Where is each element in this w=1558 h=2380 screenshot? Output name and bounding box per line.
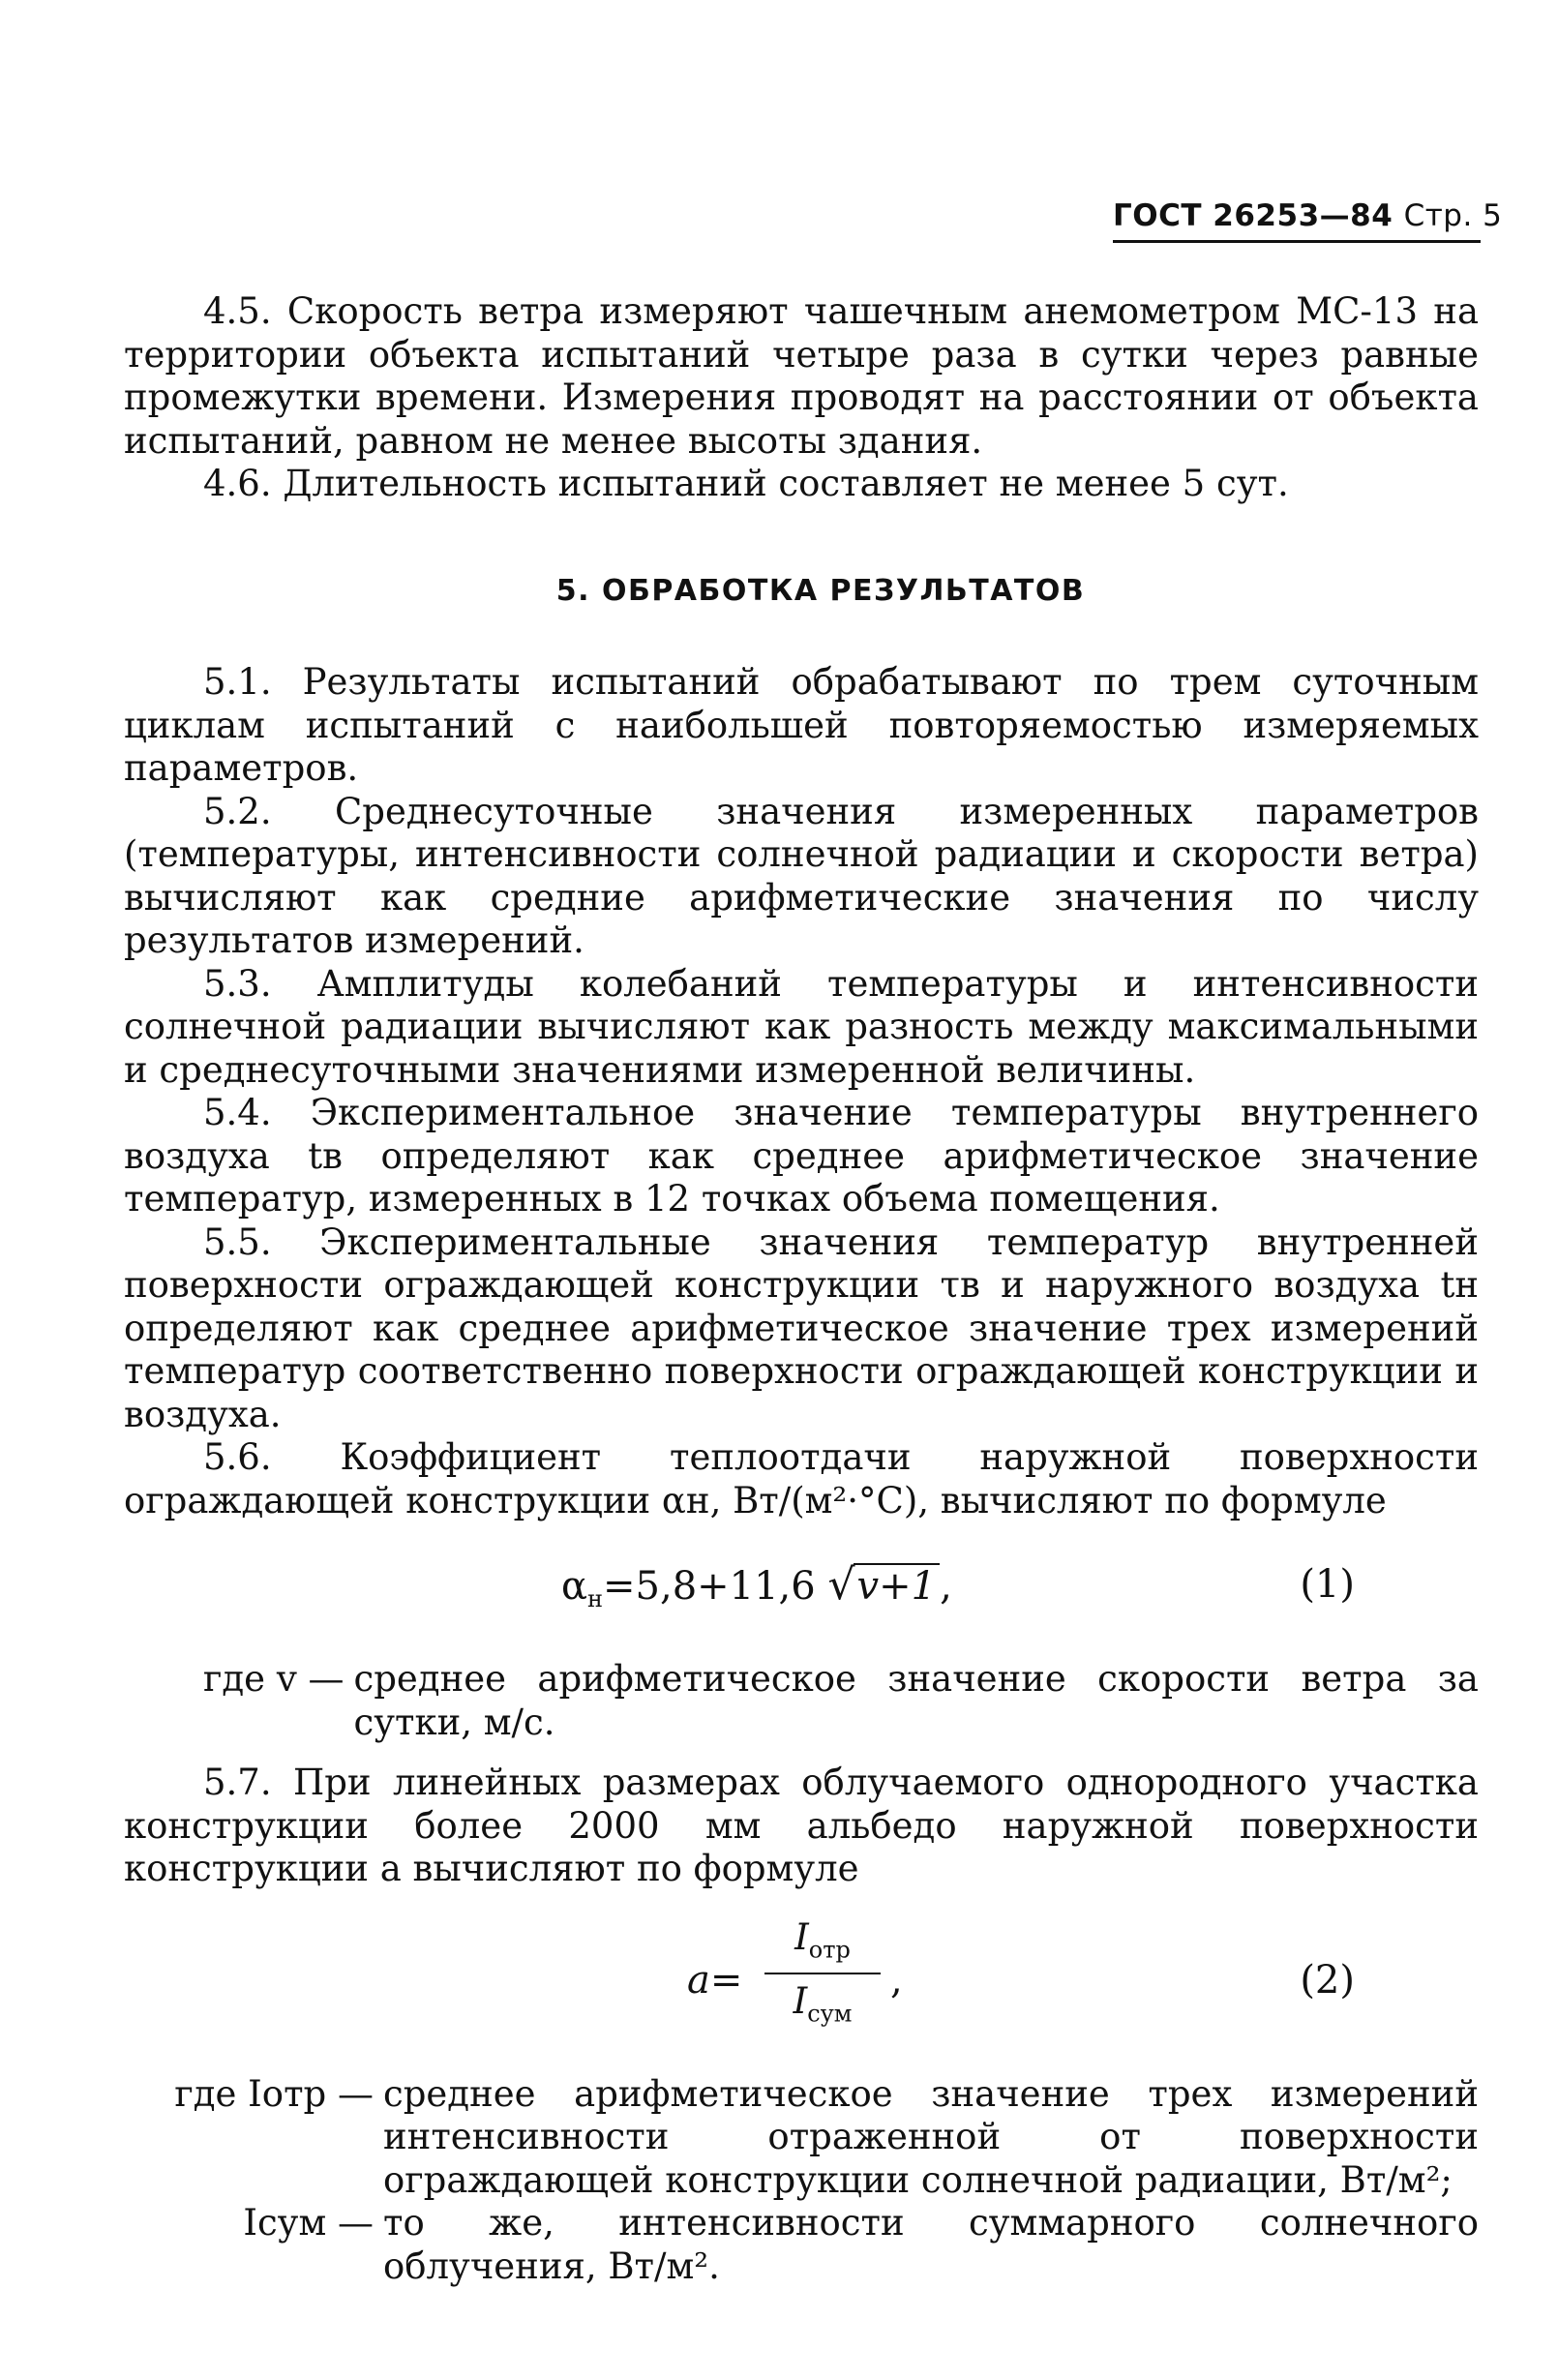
denominator-sub: сум xyxy=(807,1999,853,2027)
header-rule xyxy=(1113,240,1481,243)
paragraph-5-4: 5.4. Экспериментальное значение температуры внутреннего воздуха tв определяют как среднее арифметическое значение температур, измеренных в 12 точках объема помещения. xyxy=(124,1092,1479,1220)
header-page-number: Стр. 5 xyxy=(1403,198,1503,233)
formula-1-expression xyxy=(561,1560,952,1621)
fraction-denominator xyxy=(764,1980,881,2035)
formula-1-lhs: α xyxy=(561,1564,588,1609)
equation-number-2: (2) xyxy=(1300,1957,1355,2003)
fraction-numerator xyxy=(764,1916,881,1969)
formula-1-rhs: =5,8+11,6 xyxy=(603,1564,816,1609)
numerator-symbol: I xyxy=(794,1915,809,1958)
formula-2-lhs: a= xyxy=(687,1957,743,2003)
fraction-line xyxy=(764,1973,881,1974)
formula-2-fraction xyxy=(764,1916,881,2035)
formula-1-lhs-sub: н xyxy=(587,1585,604,1612)
section-title: 5. ОБРАБОТКА РЕЗУЛЬТАТОВ xyxy=(555,573,1086,608)
where-definition-iotr: среднее арифметическое значение трех измерений интенсивности отраженной от поверхности ограждающей конструкции солнечной радиации, Вт/м²; xyxy=(383,2072,1479,2201)
numerator-sub: отр xyxy=(808,1935,851,1963)
paragraph-5-2: 5.2. Среднесуточные значения измеренных параметров (температуры, интенсивности солнечной радиации и скорости ветра) вычисляют как средние арифметические значения по числу результатов измерений. xyxy=(124,790,1479,961)
where-term-v: где v — xyxy=(203,1658,345,1700)
formula-2 xyxy=(124,1916,1479,2052)
sqrt-symbol: √ xyxy=(827,1560,855,1610)
document-body xyxy=(124,290,1479,2288)
paragraph-5-7: 5.7. При линейных размерах облучаемого однородного участка конструкции более 2000 мм альбедо наружной поверхности конструкции a вычисляют по формуле xyxy=(124,1762,1479,1889)
header-doc-id: ГОСТ 26253—84 xyxy=(1113,198,1393,233)
paragraph-5-1: 5.1. Результаты испытаний обрабатывают по трем суточным циклам испытаний с наибольшей повторяемостью измеряемых параметров. xyxy=(124,661,1479,789)
formula-1-radicand: v+1 xyxy=(854,1563,941,1609)
paragraph-5-6: 5.6. Коэффициент теплоотдачи наружной поверхности ограждающей конструкции αн, Вт/(м²·°С), вычисляют по формуле xyxy=(124,1436,1479,1521)
formula-1 xyxy=(124,1553,1479,1629)
denominator-symbol: I xyxy=(793,1979,808,2022)
formula-2-comma: , xyxy=(890,1957,903,2003)
paragraph-4-5: 4.5. Скорость ветра измеряют чашечным анемометром МС-13 на территории объекта испытаний четыре раза в сутки через равные промежутки времени. Измерения проводят на расстоянии от объекта испытаний, равном не менее высоты здания. xyxy=(124,290,1479,462)
where-term-iotr: где Iотр — xyxy=(174,2072,374,2115)
page-header xyxy=(1113,198,1503,233)
paragraph-4-6: 4.6. Длительность испытаний составляет не менее 5 сут. xyxy=(203,463,1289,504)
where-term-isum: Iсум — xyxy=(243,2202,374,2244)
equation-number-1: (1) xyxy=(1300,1562,1355,1607)
where-definition-isum: то же, интенсивности суммарного солнечного облучения, Вт/м². xyxy=(383,2202,1479,2287)
formula-1-comma: , xyxy=(940,1564,952,1609)
where-definition-v: среднее арифметическое значение скорости ветра за сутки, м/с. xyxy=(353,1658,1479,1743)
where-block-2 xyxy=(124,2073,1479,2289)
paragraph-5-5: 5.5. Экспериментальные значения температур внутренней поверхности ограждающей конструкции τв и наружного воздуха tн определяют как среднее арифметическое значение трех измерений температур соответственно поверхности ограждающей конструкции и воздуха. xyxy=(124,1220,1479,1435)
where-block-1 xyxy=(124,1658,1479,1744)
paragraph-5-3: 5.3. Амплитуды колебаний температуры и интенсивности солнечной радиации вычисляют как разность между максимальными и среднесуточными значениями измеренной величины. xyxy=(124,962,1479,1091)
